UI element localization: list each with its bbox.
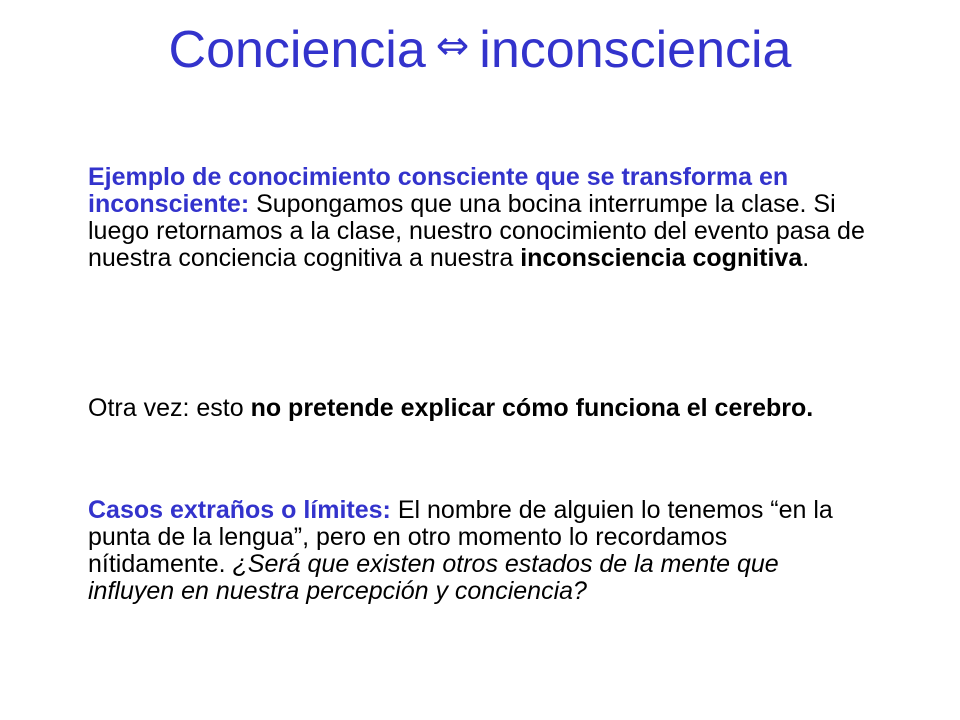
paragraph-3-lead: Casos extraños o límites: (88, 496, 391, 524)
paragraph-1-emphasis: inconsciencia cognitiva (520, 244, 803, 272)
paragraph-1-lead: Ejemplo de conocimiento consciente que se transforma en inconsciente: (88, 163, 789, 218)
paragraph-3-text: El nombre de alguien lo tenemos “en la punta de la lengua”, pero en otro momento lo recordamos nítidamente. (88, 496, 833, 578)
paragraph-edge-cases (88, 497, 868, 605)
slide-title (0, 14, 960, 82)
title-right: inconsciencia (479, 21, 792, 79)
paragraph-3-question: ¿Será que existen otros estados de la mente que influyen en nuestra percepción y conciencia? (88, 550, 779, 605)
paragraph-disclaimer (88, 395, 868, 422)
double-arrow-icon: ⇔ (435, 23, 470, 69)
paragraph-1-text: Supongamos que una bocina interrumpe la clase. Si luego retornamos a la clase, nuestro conocimiento del evento pasa de nuestra conciencia cognitiva a nuestra (88, 190, 865, 272)
paragraph-2-emphasis: no pretende explicar cómo funciona el cerebro. (250, 394, 814, 422)
paragraph-1-end: . (802, 244, 810, 272)
paragraph-example-conscious (88, 164, 868, 272)
title-left: Conciencia (168, 21, 426, 79)
paragraph-2-text: Otra vez: esto (88, 394, 251, 422)
